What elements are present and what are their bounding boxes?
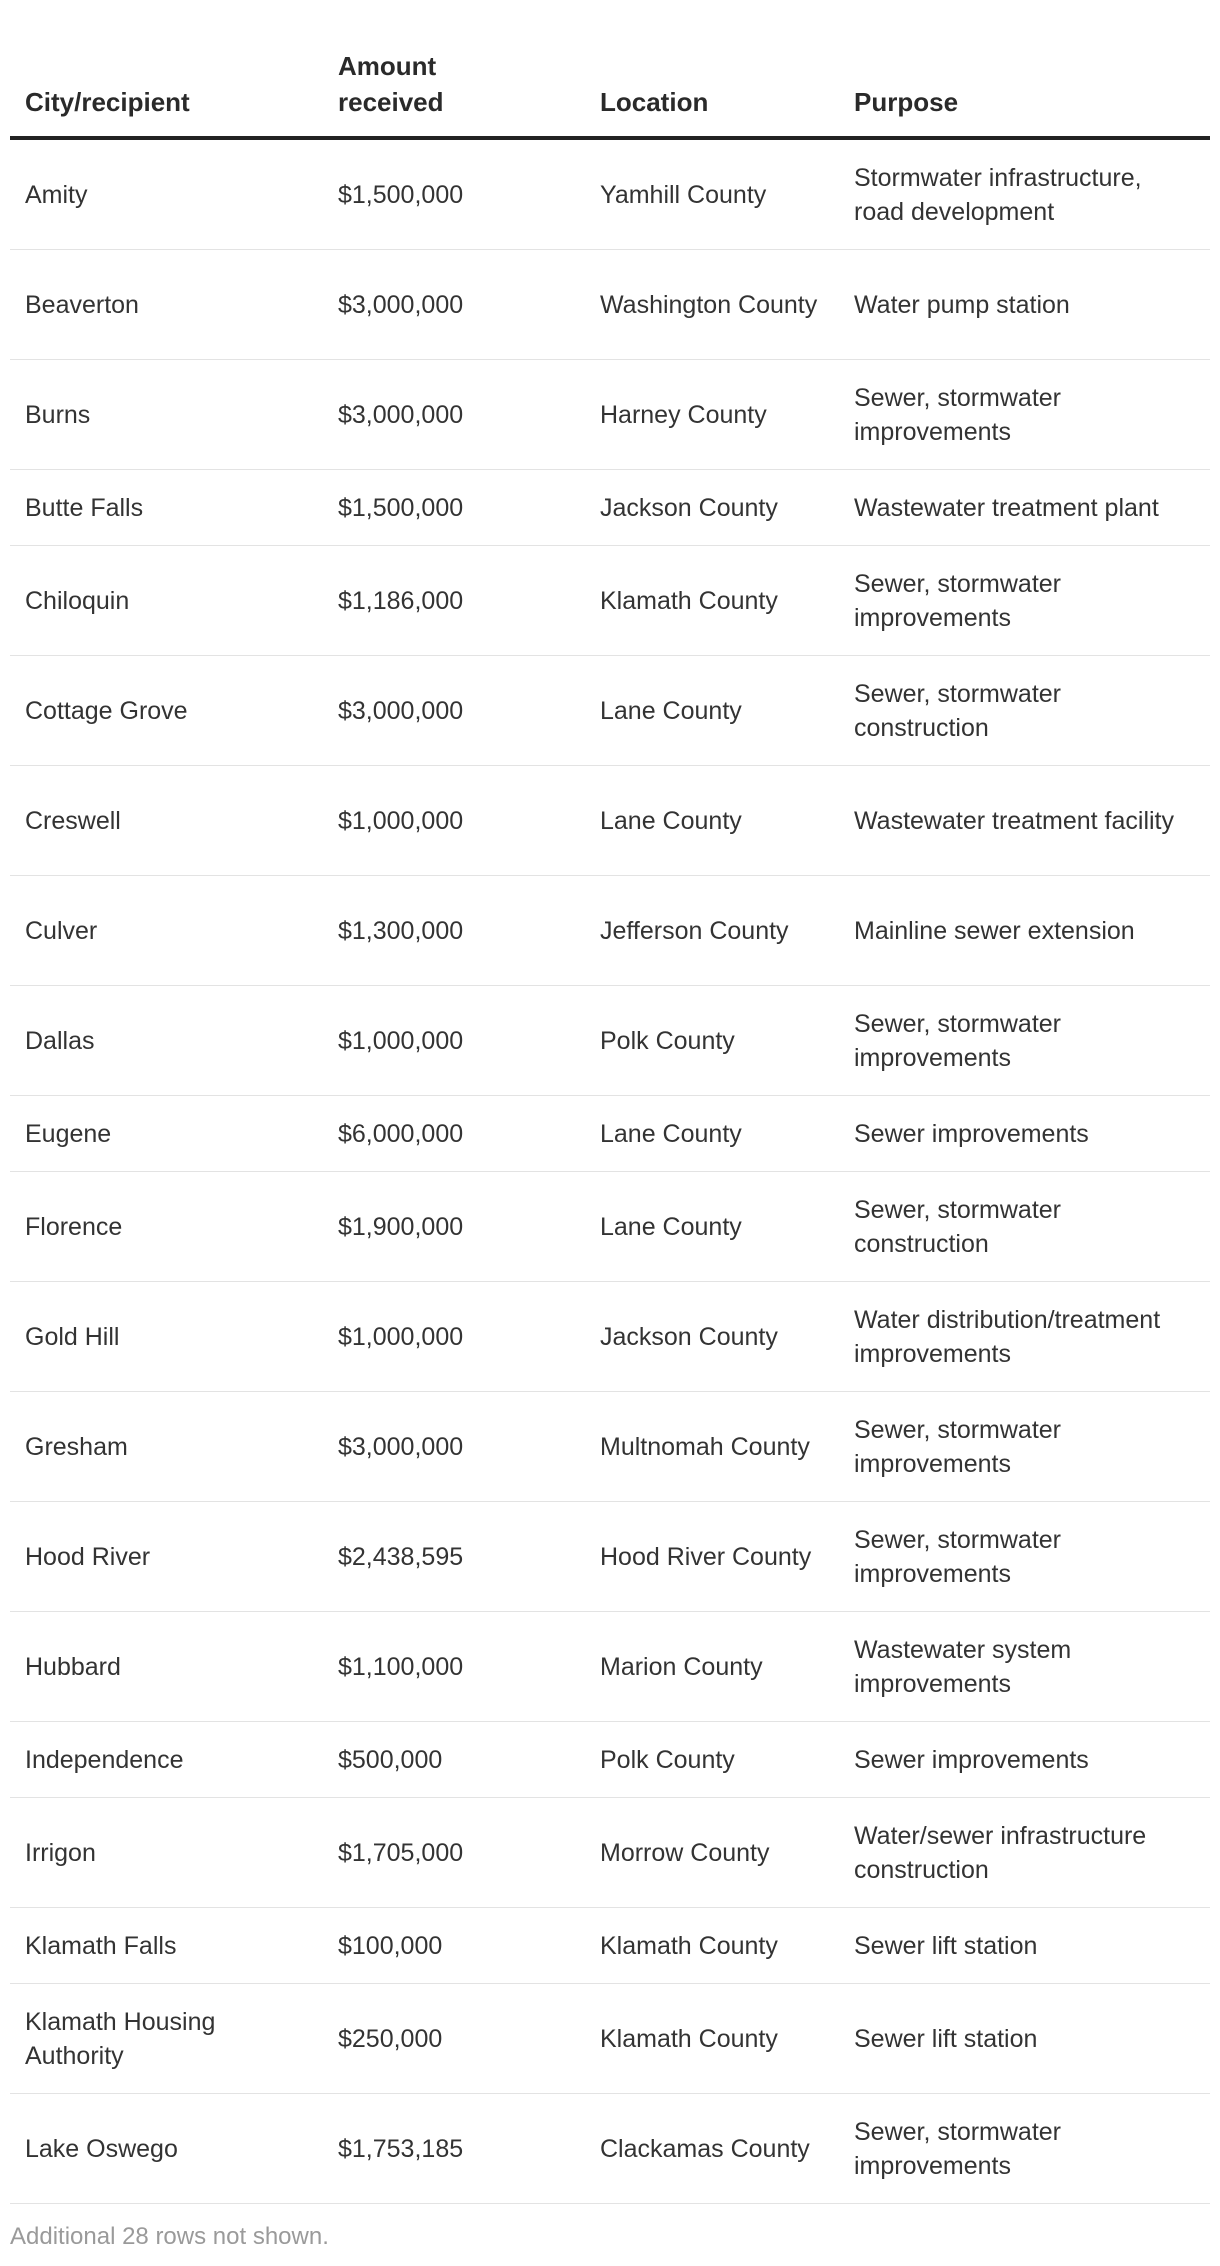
cell-amount: $500,000 bbox=[323, 1722, 585, 1798]
table-row bbox=[10, 138, 1210, 250]
cell-amount: $3,000,000 bbox=[323, 656, 585, 766]
cell-location: Hood River County bbox=[585, 1502, 839, 1612]
table-row bbox=[10, 1798, 1210, 1908]
cell-city: Hood River bbox=[10, 1502, 323, 1612]
table-row bbox=[10, 1722, 1210, 1798]
cell-city: Beaverton bbox=[10, 250, 323, 360]
cell-city: Independence bbox=[10, 1722, 323, 1798]
cell-location: Lane County bbox=[585, 656, 839, 766]
cell-purpose: Sewer, stormwater improvements bbox=[839, 546, 1210, 656]
cell-amount: $1,900,000 bbox=[323, 1172, 585, 1282]
cell-amount: $3,000,000 bbox=[323, 360, 585, 470]
cell-purpose: Wastewater system improvements bbox=[839, 1612, 1210, 1722]
cell-amount: $1,300,000 bbox=[323, 876, 585, 986]
cell-location: Jefferson County bbox=[585, 876, 839, 986]
table-row bbox=[10, 876, 1210, 986]
header-row bbox=[10, 30, 1210, 138]
cell-purpose: Water/sewer infrastructure construction bbox=[839, 1798, 1210, 1908]
cell-city: Creswell bbox=[10, 766, 323, 876]
cell-amount: $1,705,000 bbox=[323, 1798, 585, 1908]
table-header bbox=[10, 30, 1210, 138]
table-body bbox=[10, 138, 1210, 2204]
cell-amount: $3,000,000 bbox=[323, 1392, 585, 1502]
cell-amount: $6,000,000 bbox=[323, 1096, 585, 1172]
cell-purpose: Sewer, stormwater construction bbox=[839, 1172, 1210, 1282]
cell-city: Klamath Falls bbox=[10, 1908, 323, 1984]
cell-location: Jackson County bbox=[585, 1282, 839, 1392]
cell-amount: $1,753,185 bbox=[323, 2094, 585, 2204]
cell-purpose: Sewer, stormwater improvements bbox=[839, 1502, 1210, 1612]
cell-purpose: Stormwater infrastructure, road development bbox=[839, 138, 1210, 250]
cell-location: Multnomah County bbox=[585, 1392, 839, 1502]
table-row bbox=[10, 1096, 1210, 1172]
cell-amount: $1,100,000 bbox=[323, 1612, 585, 1722]
table-row bbox=[10, 360, 1210, 470]
cell-city: Amity bbox=[10, 138, 323, 250]
cell-location: Polk County bbox=[585, 986, 839, 1096]
cell-purpose: Sewer improvements bbox=[839, 1096, 1210, 1172]
cell-location: Yamhill County bbox=[585, 138, 839, 250]
cell-city: Klamath Housing Authority bbox=[10, 1984, 323, 2094]
cell-location: Lane County bbox=[585, 1172, 839, 1282]
cell-purpose: Sewer, stormwater improvements bbox=[839, 360, 1210, 470]
grants-table bbox=[10, 30, 1210, 2204]
cell-location: Klamath County bbox=[585, 1984, 839, 2094]
cell-city: Irrigon bbox=[10, 1798, 323, 1908]
cell-amount: $1,500,000 bbox=[323, 138, 585, 250]
cell-city: Dallas bbox=[10, 986, 323, 1096]
cell-purpose: Water pump station bbox=[839, 250, 1210, 360]
column-header-purpose[interactable]: Purpose bbox=[839, 30, 1210, 138]
cell-location: Washington County bbox=[585, 250, 839, 360]
cell-amount: $1,000,000 bbox=[323, 1282, 585, 1392]
cell-amount: $250,000 bbox=[323, 1984, 585, 2094]
table-row bbox=[10, 1172, 1210, 1282]
cell-location: Marion County bbox=[585, 1612, 839, 1722]
cell-purpose: Sewer, stormwater improvements bbox=[839, 986, 1210, 1096]
cell-city: Gresham bbox=[10, 1392, 323, 1502]
table-row bbox=[10, 656, 1210, 766]
cell-location: Jackson County bbox=[585, 470, 839, 546]
cell-city: Lake Oswego bbox=[10, 2094, 323, 2204]
rows-not-shown-note: Additional 28 rows not shown. bbox=[10, 2223, 329, 2250]
cell-purpose: Sewer lift station bbox=[839, 1984, 1210, 2094]
cell-purpose: Sewer, stormwater construction bbox=[839, 656, 1210, 766]
cell-city: Gold Hill bbox=[10, 1282, 323, 1392]
cell-city: Hubbard bbox=[10, 1612, 323, 1722]
cell-amount: $1,500,000 bbox=[323, 470, 585, 546]
cell-location: Klamath County bbox=[585, 1908, 839, 1984]
cell-location: Polk County bbox=[585, 1722, 839, 1798]
table-row bbox=[10, 766, 1210, 876]
cell-purpose: Sewer, stormwater improvements bbox=[839, 1392, 1210, 1502]
cell-city: Chiloquin bbox=[10, 546, 323, 656]
cell-location: Lane County bbox=[585, 1096, 839, 1172]
cell-city: Eugene bbox=[10, 1096, 323, 1172]
cell-location: Lane County bbox=[585, 766, 839, 876]
table-row bbox=[10, 1984, 1210, 2094]
table-row bbox=[10, 470, 1210, 546]
cell-location: Morrow County bbox=[585, 1798, 839, 1908]
table-row bbox=[10, 2094, 1210, 2204]
column-header-amount[interactable]: Amount received bbox=[323, 30, 585, 138]
cell-purpose: Sewer lift station bbox=[839, 1908, 1210, 1984]
cell-amount: $1,186,000 bbox=[323, 546, 585, 656]
table-row bbox=[10, 1502, 1210, 1612]
cell-purpose: Water distribution/treatment improvements bbox=[839, 1282, 1210, 1392]
cell-purpose: Wastewater treatment facility bbox=[839, 766, 1210, 876]
cell-amount: $1,000,000 bbox=[323, 986, 585, 1096]
cell-city: Cottage Grove bbox=[10, 656, 323, 766]
table-row bbox=[10, 1392, 1210, 1502]
cell-location: Clackamas County bbox=[585, 2094, 839, 2204]
table-row bbox=[10, 1282, 1210, 1392]
cell-purpose: Mainline sewer extension bbox=[839, 876, 1210, 986]
cell-purpose: Wastewater treatment plant bbox=[839, 470, 1210, 546]
cell-location: Klamath County bbox=[585, 546, 839, 656]
cell-purpose: Sewer, stormwater improvements bbox=[839, 2094, 1210, 2204]
column-header-location[interactable]: Location bbox=[585, 30, 839, 138]
cell-city: Butte Falls bbox=[10, 470, 323, 546]
cell-purpose: Sewer improvements bbox=[839, 1722, 1210, 1798]
column-header-city[interactable]: City/recipient bbox=[10, 30, 323, 138]
cell-city: Burns bbox=[10, 360, 323, 470]
cell-amount: $2,438,595 bbox=[323, 1502, 585, 1612]
table-row bbox=[10, 546, 1210, 656]
cell-amount: $100,000 bbox=[323, 1908, 585, 1984]
cell-location: Harney County bbox=[585, 360, 839, 470]
table-row bbox=[10, 1612, 1210, 1722]
table-row bbox=[10, 250, 1210, 360]
table-row bbox=[10, 1908, 1210, 1984]
cell-amount: $1,000,000 bbox=[323, 766, 585, 876]
cell-city: Florence bbox=[10, 1172, 323, 1282]
cell-city: Culver bbox=[10, 876, 323, 986]
table-row bbox=[10, 986, 1210, 1096]
cell-amount: $3,000,000 bbox=[323, 250, 585, 360]
